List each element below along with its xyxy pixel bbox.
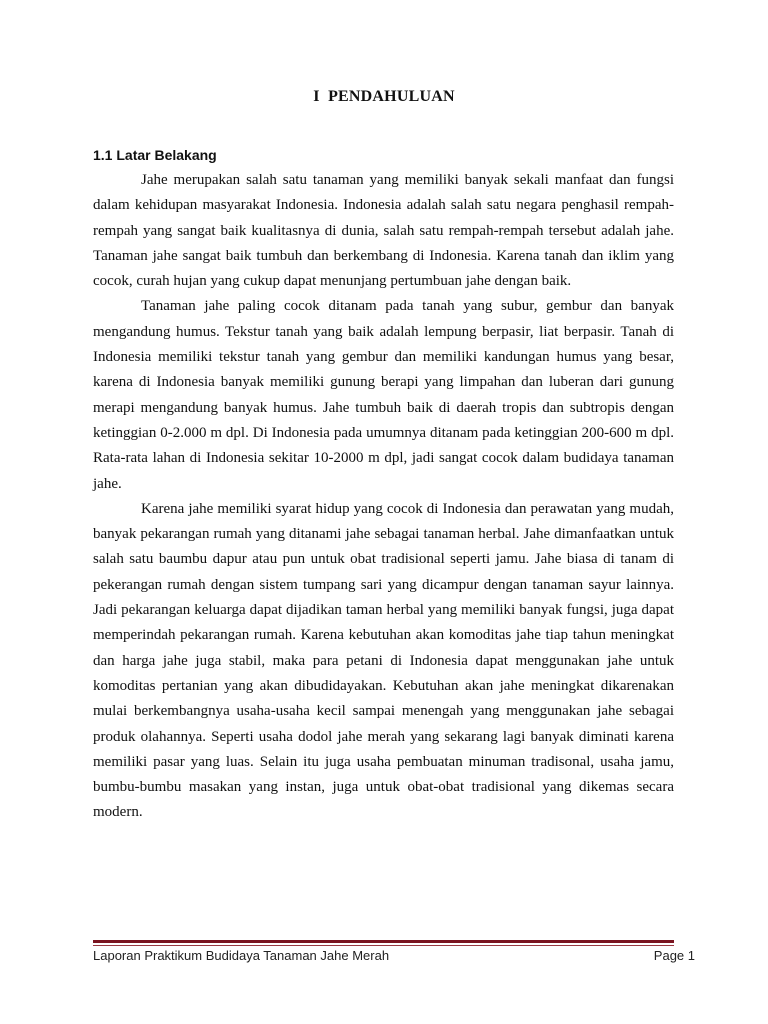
paragraph-2: Tanaman jahe paling cocok ditanam pada tanah yang subur, gembur dan banyak mengandung humus. Tekstur tanah yang baik adalah lempung berpasir, liat berpasir. Tanah di Indonesia memiliki tekstur tanah yang gembur dan memiliki kandungan humus yang besar, karena di Indonesia banyak memiliki gunung berapi yang limpahan dan luberan dari gunung merapi mengandung banyak humus. Jahe tumbuh baik di daerah tropis dan subtropis dengan ketinggian 0-2.000 m dpl. Di Indonesia pada umumnya ditanam pada ketinggian 200-600 m dpl. Rata-rata lahan di Indonesia sekitar 10-2000 m dpl, jadi sangat cocok dalam budidaya tanaman jahe. bbox=[93, 298, 674, 492]
body-text bbox=[93, 168, 674, 826]
footer-rule-thin bbox=[93, 945, 674, 946]
chapter-title: I PENDAHULUAN bbox=[313, 88, 455, 105]
paragraph-3: Karena jahe memiliki syarat hidup yang cocok di Indonesia dan perawatan yang mudah, banyak pekarangan rumah yang ditanami jahe sebagai tanaman herbal. Jahe dimanfaatkan untuk salah satu baumbu dapur atau pun untuk obat tradisional seperti jamu. Jahe biasa di tanam di pekerangan rumah dengan sistem tumpang sari yang dicampur dengan tanaman sayur lainnya. Jadi pekarangan keluarga dapat dijadikan taman herbal yang memiliki banyak fungsi, juga dapat memperindah pekarangan rumah. Karena kebutuhan akan komoditas jahe tiap tahun meningkat dan harga jahe juga stabil, maka para petani di Indonesia dapat menggunakan jahe untuk komoditas pertanian yang akan dibudidayakan. Kebutuhan akan jahe meningkat dikarenakan mulai berkembangnya usaha-usaha kecil sampai menengah yang menggunakan jahe sebagai produk olahannya. Seperti usaha dodol jahe merah yang sekarang lagi banyak diminati karena memiliki pasar yang luas. Selain itu juga usaha pembuatan minuman tradisonal, usaha jamu, bumbu-bumbu masakan yang instan, juga untuk obat-obat tradisional yang dikemas secara modern. bbox=[93, 500, 674, 821]
paragraph-1: Jahe merupakan salah satu tanaman yang memiliki banyak sekali manfaat dan fungsi dalam kehidupan masyarakat Indonesia. Indonesia adalah salah satu negara penghasil rempah-rempah yang sangat baik kualitasnya di dunia, salah satu rempah-rempah tersebut adalah jahe. Tanaman jahe sangat baik tumbuh dan berkembang di Indonesia. Karena tanah dan iklim yang cocok, curah hujan yang cukup dapat menunjang pertumbuan jahe dengan baik. bbox=[93, 172, 674, 290]
footer-rule bbox=[93, 940, 674, 943]
section-heading: 1.1 Latar Belakang bbox=[93, 147, 217, 163]
footer-page-number: Page 1 bbox=[653, 948, 695, 963]
footer-report-title: Laporan Praktikum Budidaya Tanaman Jahe Merah bbox=[93, 948, 390, 963]
